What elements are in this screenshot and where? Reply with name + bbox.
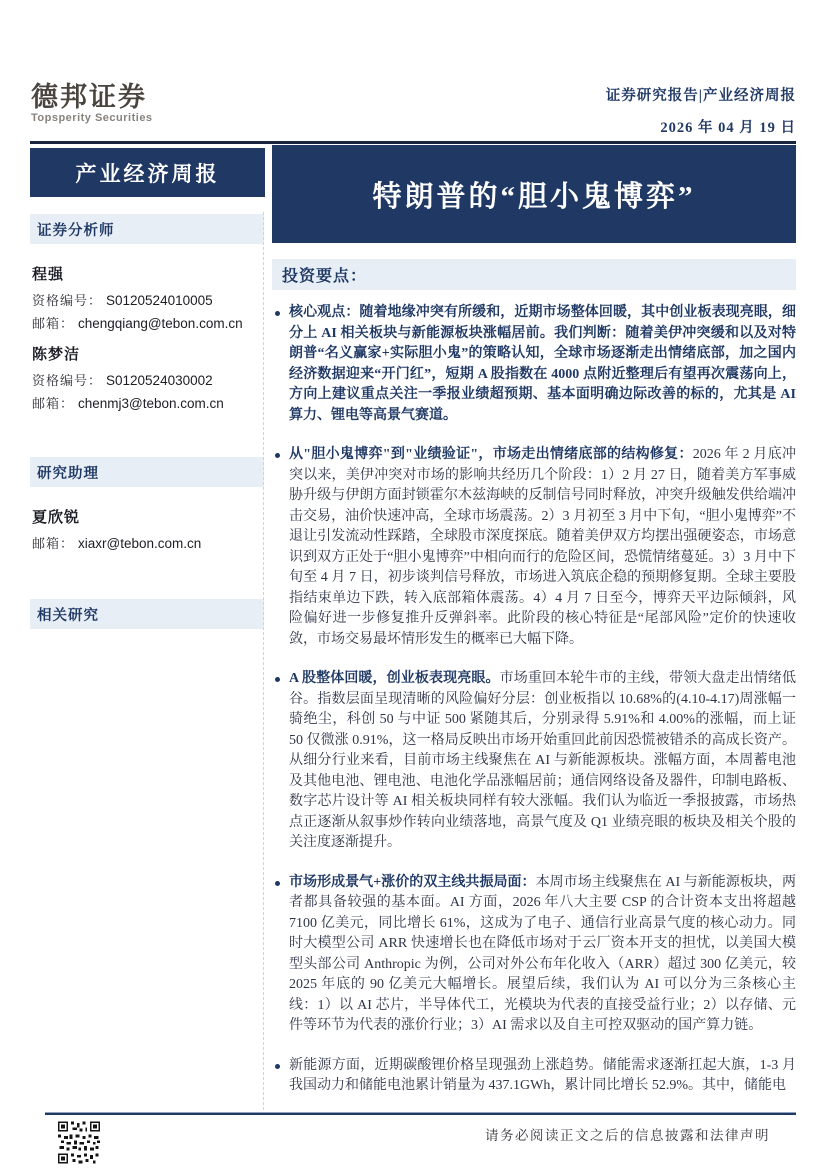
analyst-cert-row <box>32 369 264 392</box>
bullet-lead: 市场形成景气+涨价的双主线共振局面： <box>289 874 536 890</box>
series-banner <box>30 148 265 197</box>
main-content <box>272 259 796 1116</box>
investment-highlights-header <box>272 259 796 290</box>
bullet-text <box>289 445 796 650</box>
report-title: 特朗普的“胆小鬼博弈” <box>372 180 696 213</box>
bullet-text <box>289 1056 796 1097</box>
bullet-lead: A 股整体回暖，创业板表现亮眼。 <box>289 671 500 686</box>
assistant-name: 夏欣锐 <box>32 510 81 526</box>
bullet-icon <box>275 453 280 458</box>
list-item <box>272 873 796 1037</box>
series-label: 产业经济周报 <box>75 161 220 186</box>
bullet-body: 新能源方面，近期碳酸锂价格呈现强劲上涨趋势。储能需求逐渐扛起大旗，1-3 月我国动力和储能电池累计销量为 437.1GWh，累计同比增长 52.9%。其中，储能电 <box>289 1057 796 1093</box>
bullet-lead: 从"胆小鬼博弈"到"业绩验证"，市场走出情绪底部的结构修复： <box>289 447 693 462</box>
assistant-section-header: 研究助理 <box>30 457 264 487</box>
report-type-label: 证券研究报告|产业经济周报 <box>605 88 796 104</box>
assistant-card <box>32 506 264 555</box>
cert-number: S0120524010005 <box>106 293 213 308</box>
bullet-body: 市场重回本轮牛市的主线，带领大盘走出情绪低谷。指数层面呈现清晰的风险偏好分层：创业板指以 10.68%的(4.10-4.17)周涨幅一骑绝尘，科创 50 与中证 500 紧随其后，分别录得 5.91%和 4.00%的涨幅，而上证 50 仅微涨 0.91%，这一格局反映出市场开始重回此前因恐慌被错杀的高成长资产。从细分行业来看，目前市场主线聚焦在 AI 与新能源板块。涨幅方面，本周蓄电池及其他电池、锂电池、电池化学品涨幅居前；通信网络设备及器件，印制电路板、数字芯片设计等 AI 相关板块同样有较大涨幅。我们认为临近一季报披露，市场热点正逐渐从叙事炒作转向业绩落地，高景气度及 Q1 业绩亮眼的板块及相关个股的关注度逐渐提升。 <box>289 671 796 850</box>
list-item <box>272 445 796 650</box>
bullet-icon <box>275 881 280 886</box>
bullet-body: 2026 年 2 月底冲突以来，美伊冲突对市场的影响共经历几个阶段：1）2 月 27 日，随着美方军事威胁升级与伊朗方面封锁霍尔木兹海峡的反制信号同时释放，冲突升级触发供给端冲击交易，油价快速冲高，全球市场震荡。2）3 月初至 3 月中下旬，“胆小鬼博弈”不退让引发流动性踩踏，全球股市深度探底。随着美伊双方均摆出强硬姿态，市场意识到双方正处于“胆小鬼博弈”中相向而行的危险区间，恐慌情绪蔓延。3）3 月中下旬至 4 月 7 日，初步谈判信号释放，市场进入筑底企稳的预期修复期。全球主要股指结束单边下跌，转入底部箱体震荡。4）4 月 7 日至今，博弈天平边际倾斜，风险偏好进一步修复推升反弹斜率。此阶段的核心特征是“尾部风险”定价的快速收敛，市场交易最坏情形发生的概率已大幅下降。 <box>289 447 796 647</box>
assistant-email[interactable]: xiaxr@tebon.com.cn <box>78 536 202 551</box>
analyst-section-header: 证券分析师 <box>30 214 264 244</box>
email-label: 邮箱： <box>32 316 75 331</box>
list-item <box>272 1056 796 1097</box>
bullet-body: 本周市场主线聚焦在 AI 与新能源板块，两者都具备较强的基本面。AI 方面，2026 年八大主要 CSP 的合计资本支出将超越 7100 亿美元，同比增长 61%，这成为了电子、通信行业高景气度的核心动力。同时大模型公司 ARR 快速增长也在降低市场对于云厂资本开支的担忧，以美国大模型头部公司 Anthropic 为例，公司对外公布年化收入（ARR）超过 300 亿美元，较 2025 年底的 90 亿美元大幅增长。展望后续，我们认为 AI 可以分为三条核心主线：1）以 AI 芯片，半导体代工，光模块为代表的直接受益行业；2）以存储、元件等环节为代表的涨价行业；3）AI 需求以及自主可控双驱动的国产算力链。 <box>289 874 796 1033</box>
analyst-name: 程强 <box>32 267 65 283</box>
bullet-text <box>289 873 796 1037</box>
section-title: 投资要点： <box>282 268 368 285</box>
footer-divider <box>45 1112 796 1115</box>
qr-code <box>58 1121 100 1164</box>
bullet-lead: 核心观点：随着地缘冲突有所缓和，近期市场整体回暖，其中创业板表现亮眼，细分上 AI 相关板块与新能源板块涨幅居前。我们判断：随着美伊冲突缓和以及对特朗普“名义赢家+实际胆小鬼”的策略认知，全球市场逐渐走出情绪底部，加之国内经济数据迎来“开门红”，短期 A 股指数在 4000 点附近整理后有望再次震荡向上，方向上建议重点关注一季报业绩超预期、基本面明确边际改善的标的，尤其是 AI 算力、锂电等高景气赛道。 <box>289 305 796 423</box>
bullet-icon <box>275 311 280 316</box>
highlight-list <box>272 303 796 1097</box>
brand-subtitle: Topsperity Securities <box>31 112 153 124</box>
bullet-icon <box>275 1064 280 1069</box>
column-separator <box>263 212 264 1110</box>
analyst-card <box>32 343 264 415</box>
footer-disclaimer: 请务必阅读正文之后的信息披露和法律声明 <box>485 1128 770 1143</box>
list-item <box>272 669 796 854</box>
analyst-cert-row <box>32 289 264 312</box>
related-research-header: 相关研究 <box>30 599 264 629</box>
list-item <box>272 303 796 426</box>
analyst-name: 陈梦洁 <box>32 347 81 363</box>
sidebar <box>30 214 264 629</box>
masthead-meta <box>606 84 796 137</box>
cert-number: S0120524030002 <box>106 373 213 388</box>
analyst-email[interactable]: chengqiang@tebon.com.cn <box>78 316 243 331</box>
analyst-email-row <box>32 392 264 415</box>
brand-logo <box>31 82 153 124</box>
brand-name: 德邦证券 <box>31 82 147 112</box>
email-label: 邮箱： <box>32 396 75 411</box>
report-date: 2026 年 04 月 19 日 <box>660 120 796 136</box>
report-title-banner <box>272 145 796 243</box>
bullet-icon <box>275 677 280 682</box>
cert-label: 资格编号： <box>32 293 103 308</box>
analyst-email[interactable]: chenmj3@tebon.com.cn <box>78 396 224 411</box>
analyst-card <box>32 263 264 335</box>
cert-label: 资格编号： <box>32 373 103 388</box>
email-label: 邮箱： <box>32 536 75 551</box>
analyst-email-row <box>32 312 264 335</box>
top-divider <box>30 141 796 144</box>
assistant-email-row <box>32 532 264 555</box>
bullet-text <box>289 303 796 426</box>
bullet-text <box>289 669 796 854</box>
